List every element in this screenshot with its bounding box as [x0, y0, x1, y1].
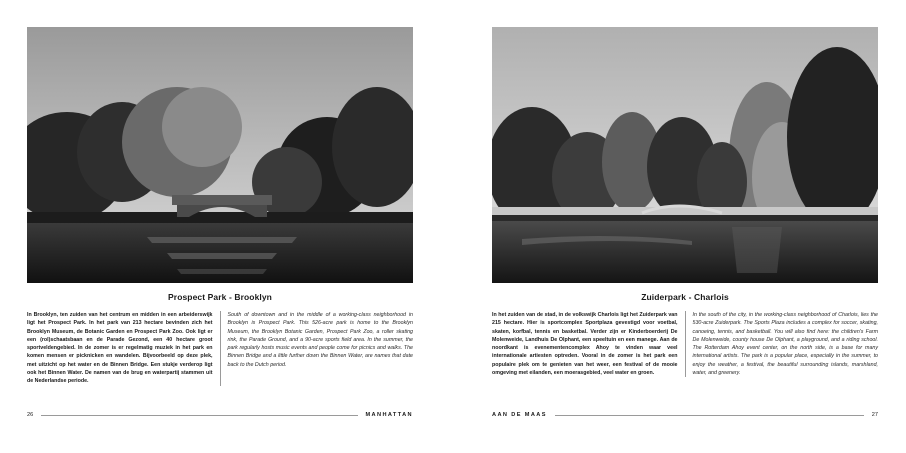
prospect-park-photo — [27, 27, 413, 283]
page-number: 26 — [27, 412, 34, 418]
text-columns — [492, 311, 878, 377]
english-text: South of downtown and in the middle of a working-class neighborhood in Brooklyn is Prospect Park. This 526-acre park is home to the Brooklyn Museum, the Brooklyn Botanic Garden, Prospect Park Zoo, a roller skating rink, the Parade Ground, and a 90-acre sports field area. In the summer, the park regularly hosts music events and people come for picnics and walks. The Binnen Bridge and a little further down the Binnen Water, are names that date back to the Dutch period. — [227, 312, 413, 368]
page-number: 27 — [871, 412, 878, 418]
page-footer — [27, 412, 413, 418]
page-footer — [492, 412, 878, 418]
running-title: AAN DE MAAS — [492, 412, 547, 418]
photo-caption: Prospect Park - Brooklyn — [168, 292, 272, 302]
text-columns — [27, 311, 413, 386]
prospect-park-bridge-image — [27, 27, 413, 283]
running-title: MANHATTAN — [365, 412, 413, 418]
photo-caption: Zuiderpark - Charlois — [641, 292, 729, 302]
zuiderpark-pond-image — [492, 27, 878, 283]
right-page — [453, 0, 906, 453]
english-text: In the south of the city, in the working-class neighborhood of Charlois, lies the 530-acre Zuiderpark. The Sports Plaza includes a complex for soccer, skating, canoeing, tennis, and basketball. You will also find here: the children's Farm De Molenweide, county house De Olphant, a playground, and a riding school. The Rotterdam Ahoy event center, on the north side, is a base for many international artists. The park is a popular place, especially in the summer, to enjoy the weather, a festival, the beautiful surrounding islands, marshland, water, and greenery. — [692, 312, 878, 377]
dutch-text: In het zuiden van de stad, in de volkswijk Charlois ligt het Zuiderpark van 215 hectare. Hier is sportcomplex Sportplaza gevestigd voor voetbal, skaten, korfbal, tennis en basketbal. Verder zijn er Kinderboerderij De Molenweide, Landhuis De Olphant, een speeltuin en een manege. Aan de noordkant is evenementencomplex Ahoy te vinden waar veel internationale artiesten optreden. Vooral in de zomer is het park een populaire plek om te genieten van het weer, een festival of de mooie omgeving met eilanden, een moerasgebied, veel water en groen. — [492, 311, 686, 377]
footer-rule — [41, 415, 357, 416]
zuiderpark-photo — [492, 27, 878, 283]
dutch-text: In Brooklyn, ten zuiden van het centrum en midden in een arbeiderswijk ligt het Prospect Park. In het park van 213 hectare bevinden zich het Brooklyn Museum, de Botanic Garden en Prospect Park Zoo. Ook ligt er een (rol)schaatsbaan en de Parade Gezond, een 40 hectare groot sportveldengebied. In de zomer is er regelmatig muziek in het park en komen mensen er picknicken en wandelen. Bijvoorbeeld op deze plek, met uitzicht op het water en de Binnen Bridge. Een stukje verderop ligt ook het Binnen Water. De namen van de brug en waterpartij stammen uit de Nederlandse periode. — [27, 311, 221, 386]
footer-rule — [555, 415, 864, 416]
